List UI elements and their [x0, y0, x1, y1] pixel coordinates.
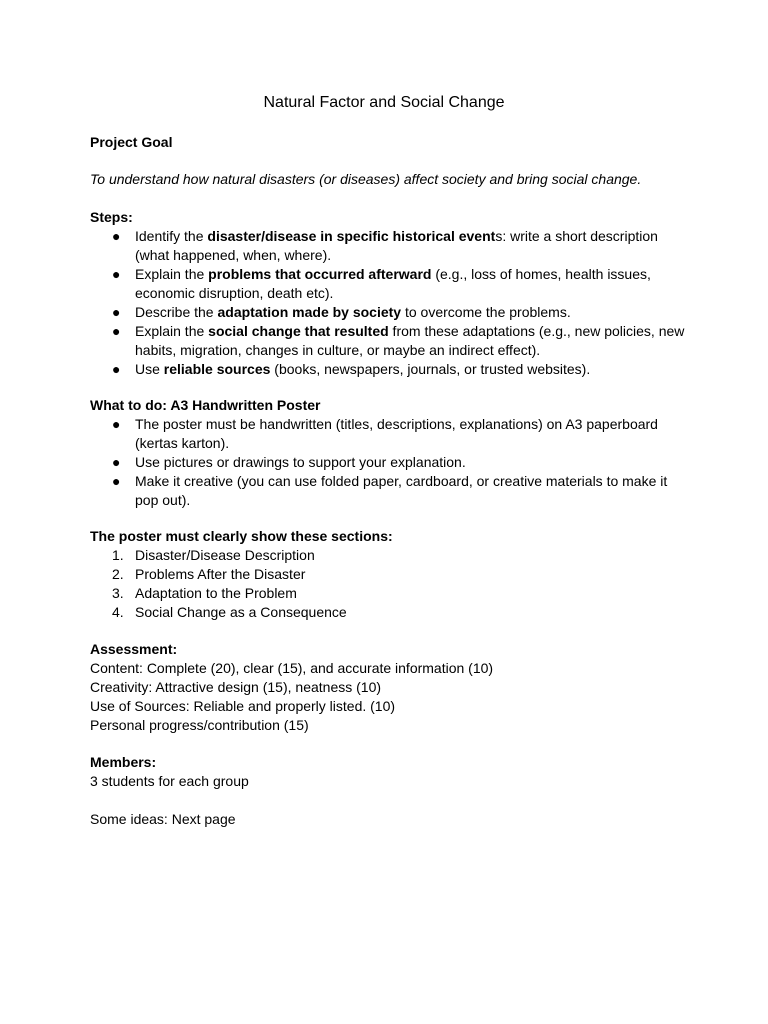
- todo-item: [90, 472, 690, 510]
- list-number: 1.: [112, 547, 124, 563]
- assessment-line: Content: Complete (20), clear (15), and accurate information (10): [90, 660, 494, 676]
- members-text: 3 students for each group: [90, 773, 249, 789]
- step-text-bold: problems that occurred afterward: [208, 266, 432, 282]
- bullet-icon: ●: [112, 416, 121, 432]
- step-text-post: (e.g., loss of homes, health issues, economic disruption, death etc).: [135, 266, 651, 301]
- todo-item: [90, 415, 690, 453]
- project-goal-heading: Project Goal: [90, 134, 173, 150]
- assessment-line: Creativity: Attractive design (15), neatness (10): [90, 679, 382, 695]
- poster-section-item: [90, 603, 690, 622]
- project-goal-body: [90, 170, 690, 189]
- todo-item-text: Make it creative (you can use folded paper, cardboard, or creative materials to make it pop out).: [135, 473, 668, 508]
- bullet-icon: ●: [112, 454, 121, 470]
- project-goal-text: To understand how natural disasters (or diseases) affect society and bring social change.: [90, 171, 642, 187]
- what-to-do-section: [90, 396, 690, 510]
- step-text-post: s: write a short description (what happened, when, where).: [135, 228, 658, 263]
- step-text-bold: adaptation made by society: [217, 304, 402, 320]
- steps-item: [90, 322, 690, 360]
- poster-section-item: [90, 584, 690, 603]
- steps-heading: Steps:: [90, 209, 133, 225]
- list-number: 3.: [112, 585, 124, 601]
- step-text-bold: disaster/disease in specific historical event: [207, 228, 496, 244]
- members-section: [90, 753, 690, 791]
- steps-item: [90, 227, 690, 265]
- poster-sections-section: [90, 527, 690, 622]
- step-text-pre: Identify the: [135, 228, 208, 244]
- bullet-icon: ●: [112, 473, 121, 489]
- steps-section: [90, 208, 690, 379]
- step-text-pre: Explain the: [135, 266, 209, 282]
- poster-section-text: Social Change as a Consequence: [135, 604, 347, 620]
- poster-section-item: [90, 565, 690, 584]
- steps-list: [90, 227, 690, 379]
- step-text-post: to overcome the problems.: [401, 304, 571, 320]
- poster-section-text: Problems After the Disaster: [135, 566, 306, 582]
- steps-item: [90, 303, 690, 322]
- poster-section-item: [90, 546, 690, 565]
- assessment-section: [90, 640, 690, 735]
- step-text-bold: reliable sources: [163, 361, 271, 377]
- assessment-line: Use of Sources: Reliable and properly listed. (10): [90, 698, 396, 714]
- step-text-post: (books, newspapers, journals, or trusted websites).: [270, 361, 591, 377]
- ideas-section: [90, 810, 690, 829]
- bullet-icon: ●: [112, 266, 121, 282]
- what-to-do-list: [90, 415, 690, 510]
- document-title: Natural Factor and Social Change: [263, 94, 505, 111]
- bullet-icon: ●: [112, 361, 121, 377]
- list-number: 2.: [112, 566, 124, 582]
- todo-item-text: The poster must be handwritten (titles, descriptions, explanations) on A3 paperboard (kertas karton).: [135, 416, 658, 451]
- poster-section-text: Adaptation to the Problem: [135, 585, 297, 601]
- bullet-icon: ●: [112, 304, 121, 320]
- list-number: 4.: [112, 604, 124, 620]
- assessment-line: Personal progress/contribution (15): [90, 717, 309, 733]
- todo-item-text: Use pictures or drawings to support your explanation.: [135, 454, 466, 470]
- poster-sections-heading: The poster must clearly show these sections:: [90, 528, 393, 544]
- assessment-heading: Assessment:: [90, 641, 178, 657]
- todo-item: [90, 453, 690, 472]
- step-text-pre: Use: [135, 361, 164, 377]
- step-text-post: from these adaptations (e.g., new policies, new habits, migration, changes in culture, or maybe an indirect effect).: [135, 323, 685, 358]
- step-text-pre: Explain the: [135, 323, 209, 339]
- what-to-do-heading: What to do: A3 Handwritten Poster: [90, 397, 321, 413]
- steps-item: [90, 265, 690, 303]
- bullet-icon: ●: [112, 323, 121, 339]
- step-text-bold: social change that resulted: [208, 323, 389, 339]
- poster-section-text: Disaster/Disease Description: [135, 547, 315, 563]
- steps-item: [90, 360, 690, 379]
- members-heading: Members:: [90, 754, 157, 770]
- ideas-text: Some ideas: Next page: [90, 811, 236, 827]
- project-goal-section: [90, 133, 690, 152]
- step-text-pre: Describe the: [135, 304, 218, 320]
- poster-sections-list: [90, 546, 690, 622]
- bullet-icon: ●: [112, 228, 121, 244]
